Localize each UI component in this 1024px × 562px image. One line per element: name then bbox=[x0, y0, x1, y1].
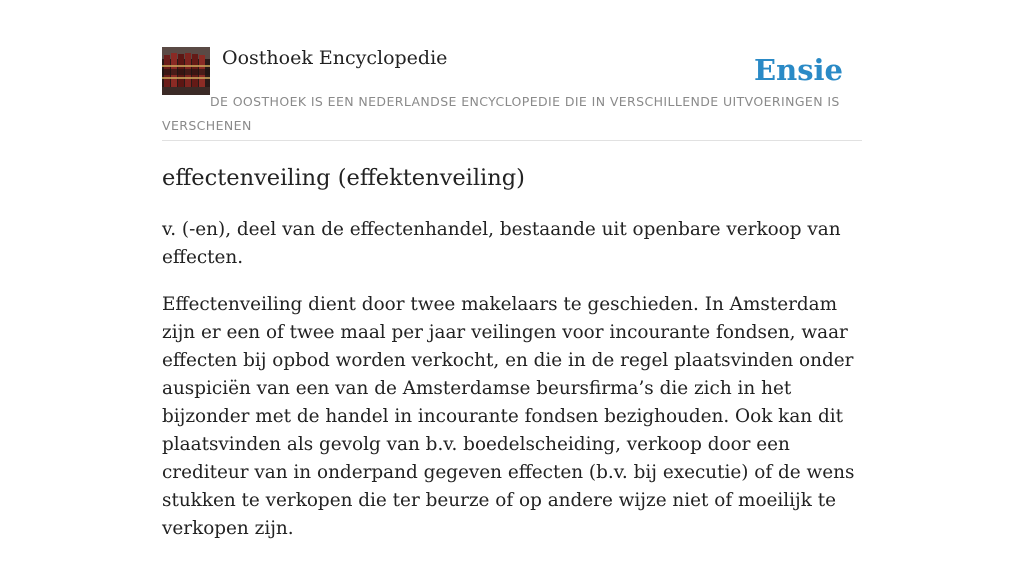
paragraph-description: Effectenveiling dient door twee makelaars te geschieden. In Amsterdam zijn er een of twee maal per jaar veilingen voor incourante fondsen, waar effecten bij opbod worden verkocht, en die in de regel plaatsvinden onder auspiciën van een van de Amsterdamse beursfirma’s die zich in het bijzonder met de handel in incourante fondsen bezighouden. Ook kan dit plaatsvinden als gevolg van b.v. boedelscheiding, verkoop door een crediteur van in onderpand gegeven effecten (b.v. bij executie) of de wens stukken te verkopen die ter beurze of op andere wijze niet of moeilijk te verkopen zijn. bbox=[162, 294, 855, 539]
page-title: effectenveiling (effektenveiling) bbox=[162, 165, 525, 191]
source-description: DE OOSTHOEK IS EEN NEDERLANDSE ENCYCLOPEDIE DIE IN VERSCHILLENDE UITVOERINGEN IS VERSCHENEN bbox=[162, 94, 840, 133]
article-body bbox=[162, 216, 862, 562]
paragraph-definition: v. (-en), deel van de effectenhandel, bestaande uit openbare verkoop van effecten. bbox=[162, 219, 841, 268]
header bbox=[162, 46, 862, 141]
encyclopedia-books-icon bbox=[162, 47, 210, 95]
source-name[interactable]: Oosthoek Encyclopedie bbox=[222, 47, 448, 69]
brand-logo[interactable]: Ensie bbox=[754, 53, 843, 87]
avatar[interactable] bbox=[162, 47, 210, 95]
